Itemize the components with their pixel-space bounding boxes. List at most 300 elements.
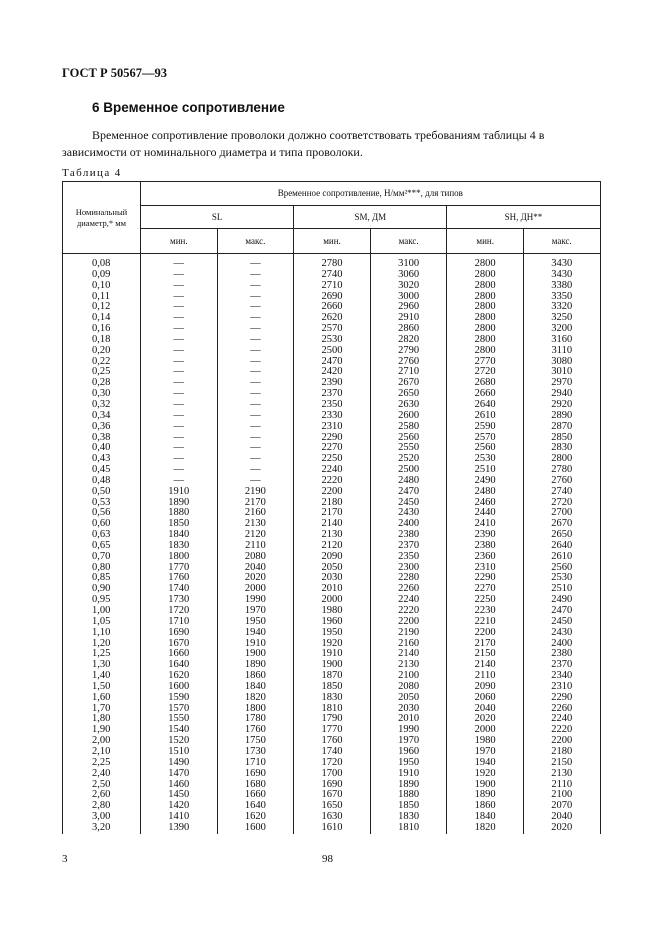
value-cell: 2170 (217, 498, 294, 509)
value-cell: 2220 (294, 476, 371, 487)
diameter-cell: 1,20 (63, 639, 141, 650)
value-cell: 2020 (447, 714, 524, 725)
value-cell: 2490 (523, 595, 600, 606)
value-cell: 1740 (294, 747, 371, 758)
diameter-cell: 0,14 (63, 313, 141, 324)
value-cell: 2800 (447, 270, 524, 281)
value-cell: 1710 (217, 758, 294, 769)
value-cell: — (141, 302, 218, 313)
diameter-cell: 2,40 (63, 769, 141, 780)
value-cell: 1890 (370, 780, 447, 791)
value-cell: 2310 (523, 682, 600, 693)
value-cell: 2720 (447, 367, 524, 378)
value-cell: 1940 (447, 758, 524, 769)
diameter-cell: 0,09 (63, 270, 141, 281)
value-cell: 2820 (370, 335, 447, 346)
value-cell: 1940 (217, 628, 294, 639)
sub-header-max: макс. (523, 229, 600, 254)
value-cell: 3430 (523, 254, 600, 270)
table-row (63, 302, 601, 313)
value-cell: 1690 (217, 769, 294, 780)
value-cell: 2240 (370, 595, 447, 606)
value-cell: 1830 (141, 541, 218, 552)
value-cell: 3110 (523, 346, 600, 357)
value-cell: 2340 (523, 671, 600, 682)
table-row (63, 606, 601, 617)
value-cell: 2490 (447, 476, 524, 487)
value-cell: 2390 (294, 378, 371, 389)
value-cell: 1540 (141, 725, 218, 736)
value-cell: 2660 (294, 302, 371, 313)
value-cell: 1600 (141, 682, 218, 693)
value-cell: 2440 (447, 508, 524, 519)
value-cell: 2200 (370, 617, 447, 628)
value-cell: 1950 (217, 617, 294, 628)
value-cell: 2500 (294, 346, 371, 357)
value-cell: 1910 (294, 649, 371, 660)
value-cell: 2800 (447, 313, 524, 324)
value-cell: — (141, 313, 218, 324)
value-cell: 1590 (141, 693, 218, 704)
value-cell: 2850 (523, 433, 600, 444)
table-row (63, 747, 601, 758)
diameter-cell: 0,63 (63, 530, 141, 541)
table-row (63, 530, 601, 541)
value-cell: 2380 (370, 530, 447, 541)
value-cell: 2260 (370, 584, 447, 595)
value-cell: 2110 (217, 541, 294, 552)
value-cell: 2070 (523, 801, 600, 812)
group-header: Временное сопротивление, Н/мм²***, для типов (141, 182, 601, 206)
table-row (63, 281, 601, 292)
value-cell: 2800 (447, 346, 524, 357)
value-cell: 1880 (370, 790, 447, 801)
sub-header-min: мин. (447, 229, 524, 254)
table-row (63, 335, 601, 346)
value-cell: 3380 (523, 281, 600, 292)
value-cell: 2390 (447, 530, 524, 541)
value-cell: 3350 (523, 292, 600, 303)
value-cell: 2210 (447, 617, 524, 628)
diameter-cell: 0,25 (63, 367, 141, 378)
table-row (63, 465, 601, 476)
value-cell: 2570 (447, 433, 524, 444)
value-cell: 1610 (294, 823, 371, 834)
value-cell: — (217, 476, 294, 487)
value-cell: — (217, 411, 294, 422)
diameter-cell: 0,70 (63, 552, 141, 563)
value-cell: 2800 (447, 254, 524, 270)
value-cell: 2780 (523, 465, 600, 476)
value-cell: 2300 (370, 563, 447, 574)
table-row (63, 519, 601, 530)
table-row (63, 780, 601, 791)
value-cell: 1450 (141, 790, 218, 801)
value-cell: 2230 (447, 606, 524, 617)
table-row (63, 660, 601, 671)
value-cell: 2450 (370, 498, 447, 509)
value-cell: 2940 (523, 389, 600, 400)
value-cell: — (141, 400, 218, 411)
table-row (63, 639, 601, 650)
value-cell: 2170 (294, 508, 371, 519)
value-cell: 1910 (370, 769, 447, 780)
diameter-cell: 0,95 (63, 595, 141, 606)
value-cell: 2830 (523, 443, 600, 454)
value-cell: 2160 (370, 639, 447, 650)
value-cell: 2710 (370, 367, 447, 378)
table-row (63, 617, 601, 628)
value-cell: 2130 (294, 530, 371, 541)
value-cell: 1650 (294, 801, 371, 812)
diameter-cell: 0,34 (63, 411, 141, 422)
table-row (63, 693, 601, 704)
value-cell: 1550 (141, 714, 218, 725)
value-cell: 2800 (523, 454, 600, 465)
value-cell: 1660 (217, 790, 294, 801)
value-cell: 2140 (370, 649, 447, 660)
value-cell: — (141, 367, 218, 378)
value-cell: 1840 (447, 812, 524, 823)
value-cell: 2530 (523, 573, 600, 584)
value-cell: — (141, 346, 218, 357)
diameter-cell: 1,40 (63, 671, 141, 682)
value-cell: 2800 (447, 292, 524, 303)
value-cell: — (141, 389, 218, 400)
value-cell: 1690 (141, 628, 218, 639)
value-cell: 2020 (523, 823, 600, 834)
value-cell: 2960 (370, 302, 447, 313)
table-row (63, 682, 601, 693)
diameter-cell: 0,28 (63, 378, 141, 389)
type-header-sm: SM, ДМ (294, 206, 447, 229)
diameter-cell: 1,25 (63, 649, 141, 660)
value-cell: 2150 (447, 649, 524, 660)
value-cell: — (141, 335, 218, 346)
diameter-cell: 2,10 (63, 747, 141, 758)
value-cell: 1720 (294, 758, 371, 769)
value-cell: 2350 (294, 400, 371, 411)
value-cell: 2370 (294, 389, 371, 400)
value-cell: 1740 (141, 584, 218, 595)
value-cell: 1520 (141, 736, 218, 747)
diameter-cell: 0,65 (63, 541, 141, 552)
value-cell: 2640 (447, 400, 524, 411)
diameter-cell: 0,10 (63, 281, 141, 292)
value-cell: 1860 (447, 801, 524, 812)
value-cell: 2150 (523, 758, 600, 769)
value-cell: 2670 (370, 378, 447, 389)
table-row (63, 584, 601, 595)
value-cell: — (141, 281, 218, 292)
value-cell: 1620 (217, 812, 294, 823)
value-cell: 2570 (294, 324, 371, 335)
table-row (63, 628, 601, 639)
value-cell: 2020 (217, 573, 294, 584)
value-cell: 2100 (523, 790, 600, 801)
value-cell: 2190 (217, 487, 294, 498)
diameter-cell: 0,30 (63, 389, 141, 400)
document-header: ГОСТ Р 50567—93 (62, 66, 168, 80)
value-cell: 2580 (370, 422, 447, 433)
table-row (63, 563, 601, 574)
diameter-cell: 0,38 (63, 433, 141, 444)
value-cell: 2200 (294, 487, 371, 498)
value-cell: 2530 (447, 454, 524, 465)
value-cell: 2780 (294, 254, 371, 270)
value-cell: 2510 (523, 584, 600, 595)
value-cell: 1750 (217, 736, 294, 747)
value-cell: 2370 (370, 541, 447, 552)
value-cell: — (217, 324, 294, 335)
value-cell: 3020 (370, 281, 447, 292)
value-cell: 1970 (447, 747, 524, 758)
value-cell: 2310 (447, 563, 524, 574)
diameter-cell: 0,16 (63, 324, 141, 335)
value-cell: — (141, 443, 218, 454)
value-cell: 1900 (447, 780, 524, 791)
diameter-cell: 2,80 (63, 801, 141, 812)
diameter-cell: 0,08 (63, 254, 141, 270)
value-cell: 2530 (294, 335, 371, 346)
value-cell: 2720 (523, 498, 600, 509)
value-cell: 2690 (294, 292, 371, 303)
value-cell: 2870 (523, 422, 600, 433)
value-cell: 1960 (294, 617, 371, 628)
value-cell: — (217, 454, 294, 465)
diameter-cell: 1,05 (63, 617, 141, 628)
value-cell: — (217, 422, 294, 433)
value-cell: 2560 (447, 443, 524, 454)
value-cell: 1960 (370, 747, 447, 758)
table-row (63, 292, 601, 303)
value-cell: 2290 (447, 573, 524, 584)
value-cell: 1800 (217, 704, 294, 715)
value-cell: 2590 (447, 422, 524, 433)
value-cell: — (217, 357, 294, 368)
table-row (63, 790, 601, 801)
value-cell: — (217, 389, 294, 400)
diameter-header: Номинальный диаметр,* мм (63, 182, 141, 254)
diameter-cell: 3,00 (63, 812, 141, 823)
diameter-cell: 0,11 (63, 292, 141, 303)
diameter-cell: 0,32 (63, 400, 141, 411)
value-cell: — (217, 292, 294, 303)
table-row (63, 346, 601, 357)
diameter-cell: 0,20 (63, 346, 141, 357)
value-cell: 2110 (523, 780, 600, 791)
type-header-sl: SL (141, 206, 294, 229)
table-row (63, 498, 601, 509)
value-cell: 1910 (217, 639, 294, 650)
table-row (63, 812, 601, 823)
value-cell: 2760 (370, 357, 447, 368)
value-cell: 1850 (294, 682, 371, 693)
value-cell: 2030 (370, 704, 447, 715)
value-cell: 2220 (370, 606, 447, 617)
table-row (63, 508, 601, 519)
value-cell: 2610 (447, 411, 524, 422)
value-cell: 2010 (370, 714, 447, 725)
value-cell: 2190 (370, 628, 447, 639)
value-cell: — (141, 324, 218, 335)
value-cell: 1840 (141, 530, 218, 541)
value-cell: 1950 (294, 628, 371, 639)
value-cell: 2470 (370, 487, 447, 498)
value-cell: 2040 (447, 704, 524, 715)
table-row (63, 736, 601, 747)
value-cell: 1980 (294, 606, 371, 617)
value-cell: 3250 (523, 313, 600, 324)
value-cell: 2670 (523, 519, 600, 530)
value-cell: 1850 (370, 801, 447, 812)
table-row (63, 595, 601, 606)
value-cell: 2110 (447, 671, 524, 682)
diameter-cell: 2,50 (63, 780, 141, 791)
value-cell: 1850 (141, 519, 218, 530)
value-cell: 2480 (370, 476, 447, 487)
table-row (63, 801, 601, 812)
value-cell: 2120 (217, 530, 294, 541)
value-cell: — (217, 433, 294, 444)
table-row (63, 411, 601, 422)
section-title: 6 Временное сопротивление (92, 100, 285, 115)
diameter-cell: 2,25 (63, 758, 141, 769)
value-cell: 1670 (294, 790, 371, 801)
table-row (63, 476, 601, 487)
value-cell: 2260 (523, 704, 600, 715)
value-cell: 1870 (294, 671, 371, 682)
value-cell: — (217, 270, 294, 281)
value-cell: — (141, 422, 218, 433)
value-cell: 2470 (523, 606, 600, 617)
value-cell: 2250 (447, 595, 524, 606)
value-cell: 2200 (447, 628, 524, 639)
value-cell: 1800 (141, 552, 218, 563)
value-cell: 2480 (447, 487, 524, 498)
value-cell: 2250 (294, 454, 371, 465)
diameter-cell: 0,36 (63, 422, 141, 433)
diameter-cell: 3,20 (63, 823, 141, 834)
value-cell: — (141, 378, 218, 389)
value-cell: 2500 (370, 465, 447, 476)
diameter-cell: 0,56 (63, 508, 141, 519)
value-cell: 1640 (141, 660, 218, 671)
diameter-cell: 1,90 (63, 725, 141, 736)
value-cell: 2330 (294, 411, 371, 422)
table-row (63, 725, 601, 736)
value-cell: 1910 (141, 487, 218, 498)
value-cell: 2130 (217, 519, 294, 530)
diameter-cell: 0,45 (63, 465, 141, 476)
value-cell: 2130 (370, 660, 447, 671)
value-cell: — (217, 346, 294, 357)
page-number-center: 98 (322, 853, 333, 865)
value-cell: 2630 (370, 400, 447, 411)
table-row (63, 357, 601, 368)
value-cell: — (217, 367, 294, 378)
value-cell: — (141, 411, 218, 422)
value-cell: 2000 (217, 584, 294, 595)
table-row (63, 270, 601, 281)
value-cell: 2140 (447, 660, 524, 671)
diameter-cell: 0,12 (63, 302, 141, 313)
diameter-cell: 1,10 (63, 628, 141, 639)
value-cell: 1920 (294, 639, 371, 650)
value-cell: 2400 (370, 519, 447, 530)
value-cell: 3320 (523, 302, 600, 313)
value-cell: 2080 (370, 682, 447, 693)
value-cell: 2400 (523, 639, 600, 650)
value-cell: 2170 (447, 639, 524, 650)
value-cell: 2740 (294, 270, 371, 281)
value-cell: 2920 (523, 400, 600, 411)
value-cell: 3080 (523, 357, 600, 368)
value-cell: — (141, 254, 218, 270)
value-cell: 2430 (370, 508, 447, 519)
table-row (63, 367, 601, 378)
value-cell: 1600 (217, 823, 294, 834)
value-cell: 2160 (217, 508, 294, 519)
value-cell: 3060 (370, 270, 447, 281)
value-cell: 1640 (217, 801, 294, 812)
value-cell: 2100 (370, 671, 447, 682)
value-cell: 2370 (523, 660, 600, 671)
diameter-cell: 0,80 (63, 563, 141, 574)
table-row (63, 769, 601, 780)
table-row (63, 454, 601, 465)
value-cell: 2270 (294, 443, 371, 454)
value-cell: 2740 (523, 487, 600, 498)
table-row (63, 389, 601, 400)
value-cell: 2040 (523, 812, 600, 823)
value-cell: 1510 (141, 747, 218, 758)
value-cell: 1730 (217, 747, 294, 758)
value-cell: 2040 (217, 563, 294, 574)
value-cell: 1710 (141, 617, 218, 628)
value-cell: 3200 (523, 324, 600, 335)
sub-header-max: макс. (370, 229, 447, 254)
value-cell: 3000 (370, 292, 447, 303)
strength-table (62, 181, 601, 834)
diameter-cell: 0,40 (63, 443, 141, 454)
value-cell: — (217, 465, 294, 476)
value-cell: 2180 (294, 498, 371, 509)
value-cell: — (217, 400, 294, 411)
table-body (63, 254, 601, 834)
value-cell: 2560 (370, 433, 447, 444)
value-cell: 1890 (217, 660, 294, 671)
value-cell: 1770 (294, 725, 371, 736)
value-cell: — (217, 378, 294, 389)
value-cell: 1950 (370, 758, 447, 769)
table-row (63, 400, 601, 411)
value-cell: 2620 (294, 313, 371, 324)
value-cell: 2650 (523, 530, 600, 541)
value-cell: 1760 (294, 736, 371, 747)
value-cell: 2800 (447, 281, 524, 292)
table-row (63, 758, 601, 769)
value-cell: 2560 (523, 563, 600, 574)
value-cell: 2050 (370, 693, 447, 704)
value-cell: 3100 (370, 254, 447, 270)
value-cell: 1990 (217, 595, 294, 606)
value-cell: 1620 (141, 671, 218, 682)
value-cell: 2090 (294, 552, 371, 563)
diameter-cell: 0,43 (63, 454, 141, 465)
diameter-cell: 2,60 (63, 790, 141, 801)
value-cell: 2030 (294, 573, 371, 584)
